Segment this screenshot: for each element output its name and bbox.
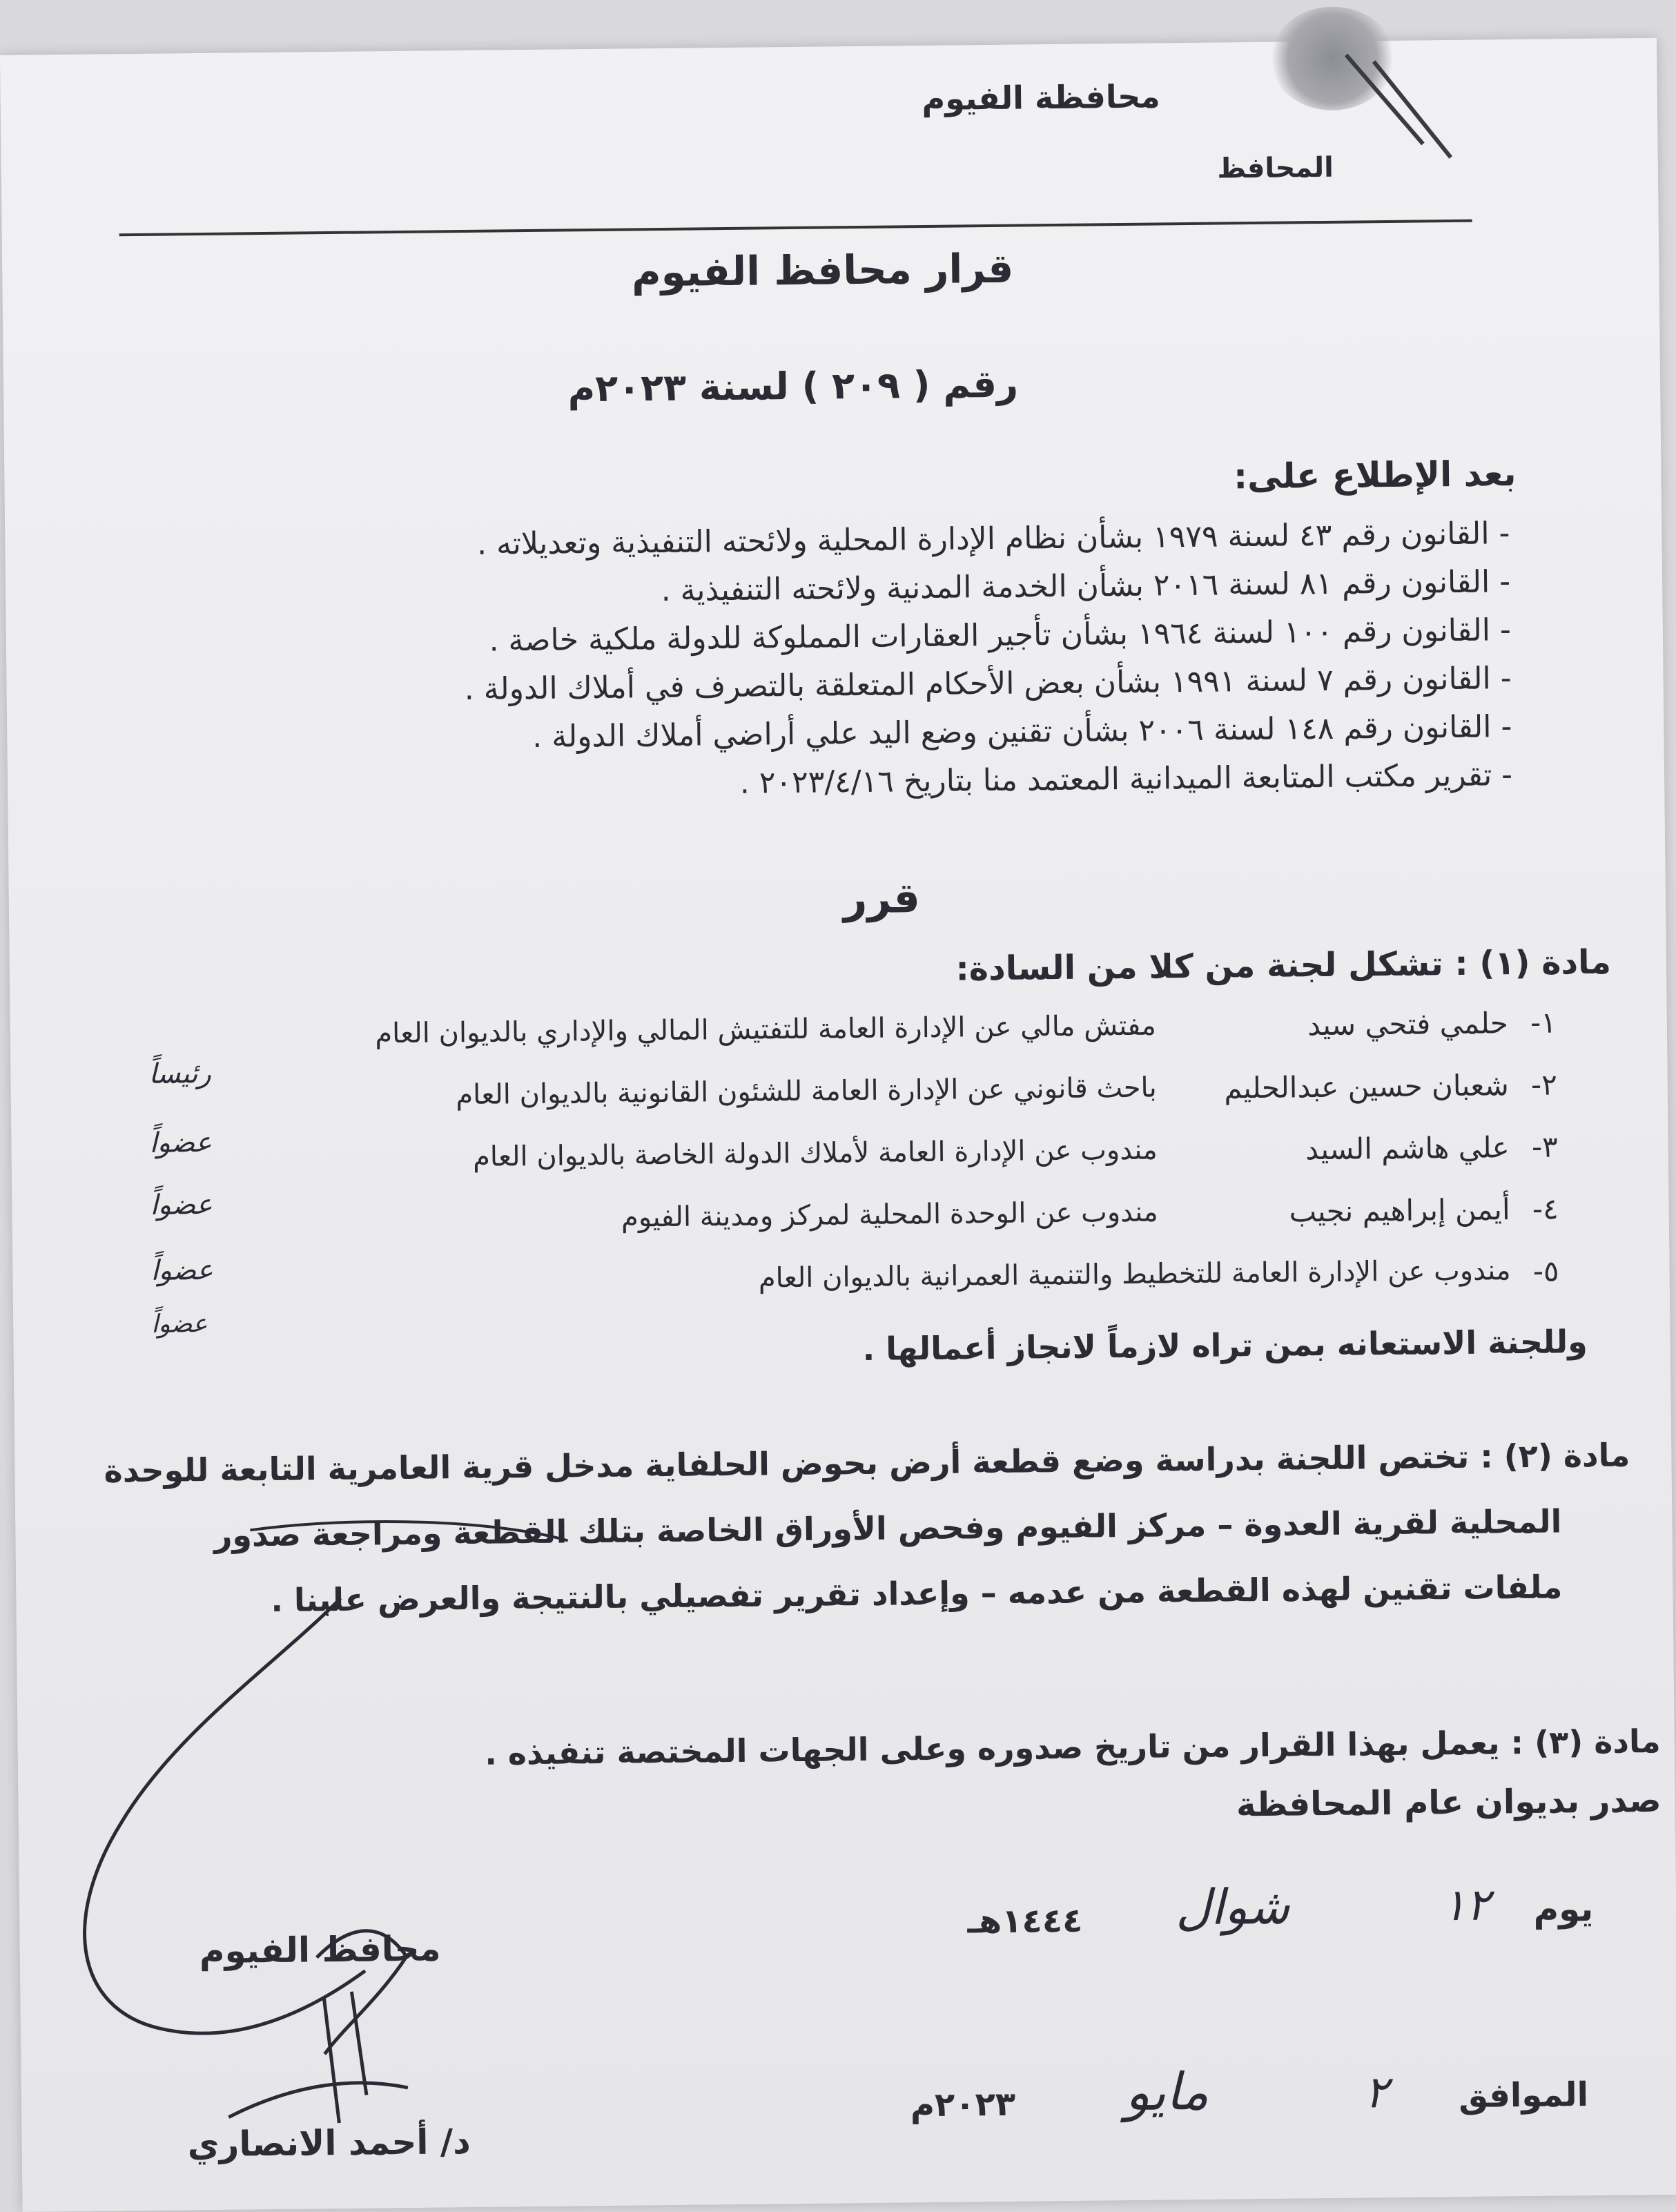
decision-title: قرار محافظ الفيوم (631, 244, 1014, 296)
member-role: عضواً (151, 1309, 208, 1339)
document-page (0, 38, 1676, 2212)
article-3-line: مادة (٣) : يعمل بهذا القرار من تاريخ صدوره وعلى الجهات المختصة تنفيذه . (485, 1722, 1661, 1772)
article-2-line: ملفات تقنين لهذه القطعة من عدمه – وإعداد تقرير تفصيلي بالنتيجة والعرض علينا . (271, 1568, 1563, 1620)
preamble-item: - القانون رقم ١٠٠ لسنة ١٩٦٤ بشأن تأجير العقارات المملوكة للدولة ملكية خاصة . (489, 612, 1512, 659)
greg-day: ٢ (1364, 2067, 1389, 2119)
signatory-name: د/ أحمد الانصاري (187, 2122, 471, 2165)
member-description: مفتش مالي عن الإدارة العامة للتفتيش المالي والإداري بالديوان العام (375, 1009, 1157, 1050)
member-role: عضواً (150, 1188, 213, 1221)
member-number: ٤- (1532, 1192, 1559, 1226)
issued-at: صدر بديوان عام المحافظة (1236, 1781, 1662, 1825)
governorate-name: محافظة الفيوم (922, 77, 1160, 118)
signatory-title: محافظ الفيوم (199, 1928, 441, 1972)
greg-month: مايو (1124, 2061, 1209, 2123)
preamble-item: - القانون رقم ١٤٨ لسنة ٢٠٠٦ بشأن تقنين وضع اليد علي أراضي أملاك الدولة . (532, 709, 1512, 755)
hijri-month: شوال (1175, 1878, 1290, 1937)
member-role: عضواً (149, 1126, 213, 1159)
member-description: باحث قانوني عن الإدارة العامة للشئون القانونية بالديوان العام (456, 1071, 1157, 1112)
preamble-item: - القانون رقم ٤٣ لسنة ١٩٧٩ بشأن نظام الإدارة المحلية ولائحته التنفيذية وتعديلاته . (476, 516, 1510, 562)
member-number: ١- (1530, 1005, 1557, 1040)
member-name: علي هاشم السيد (1305, 1130, 1510, 1167)
office-label: المحافظ (1217, 151, 1334, 185)
member-name: حلمي فتحي سيد (1307, 1006, 1509, 1042)
article-2-line: مادة (٢) : تختص اللجنة بدراسة وضع قطعة أرض بحوض الحلفاية مدخل قرية العامرية التابعة للوحدة (104, 1436, 1630, 1490)
member-number: ٢- (1530, 1067, 1557, 1102)
article-2-line: المحلية لقرية العدوة – مركز الفيوم وفحص الأوراق الخاصة بتلك القطعة ومراجعة صدور (213, 1502, 1562, 1554)
article-1-title: مادة (١) : تشكل لجنة من كلا من السادة: (955, 942, 1612, 989)
member-description: مندوب عن الإدارة العامة لأملاك الدولة الخاصة بالديوان العام (472, 1134, 1158, 1173)
preamble-item: - تقرير مكتب المتابعة الميدانية المعتمد منا بتاريخ ٢٠٢٣/٤/١٦ . (739, 757, 1513, 801)
hijri-day: ١٢ (1442, 1879, 1490, 1932)
member-description: مندوب عن الوحدة المحلية لمركز ومدينة الفيوم (621, 1196, 1158, 1234)
hijri-year: ١٤٤٤هـ (967, 1901, 1083, 1941)
greg-year: ٢٠٢٣م (910, 2084, 1016, 2125)
member-name: شعبان حسين عبدالحليم (1224, 1068, 1509, 1105)
hijri-prefix: يوم (1533, 1888, 1594, 1930)
decision-word: قرر (843, 874, 921, 924)
member-number: ٥- (1532, 1254, 1559, 1288)
member-description: مندوب عن الإدارة العامة للتخطيط والتنمية العمرانية بالديوان العام (758, 1254, 1511, 1294)
greg-prefix: الموافق (1458, 2075, 1589, 2116)
member-number: ٣- (1531, 1129, 1558, 1164)
member-role: رئيساً (148, 1057, 212, 1090)
member-name: أيمن إبراهيم نجيب (1289, 1192, 1510, 1229)
preamble-intro: بعد الإطلاع على: (1233, 454, 1517, 497)
handwritten-signature (0, 38, 1676, 2212)
article-1-closing: وللجنة الاستعانه بمن تراه لازماً لانجاز أعمالها . (862, 1323, 1588, 1368)
preamble-item: - القانون رقم ٨١ لسنة ٢٠١٦ بشأن الخدمة المدنية ولائحته التنفيذية . (661, 564, 1511, 609)
member-role: عضواً (150, 1254, 214, 1287)
preamble-item: - القانون رقم ٧ لسنة ١٩٩١ بشأن بعض الأحكام المتعلقة بالتصرف في أملاك الدولة . (464, 661, 1512, 708)
decision-number: رقم ( ٢٠٩ ) لسنة ٢٠٢٣م (567, 362, 1019, 411)
